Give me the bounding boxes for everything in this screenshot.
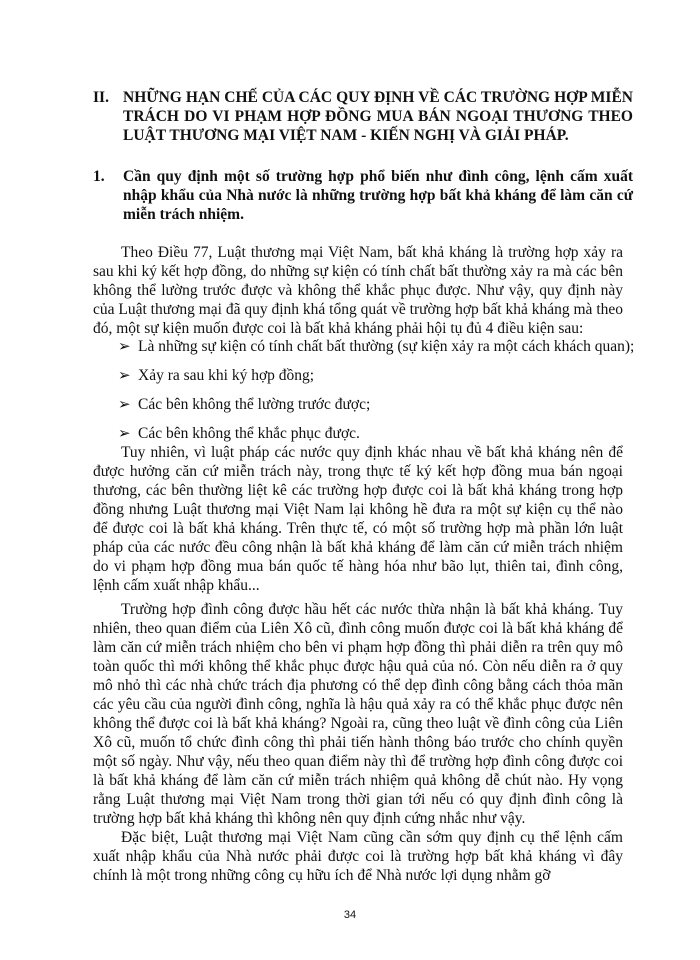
condition-text: Các bên không thể khắc phục được.	[138, 425, 360, 442]
subsection-heading	[93, 167, 633, 227]
arrow-bullet-icon: ➢	[118, 426, 131, 442]
section-number: II.	[93, 89, 109, 106]
arrow-bullet-icon: ➢	[118, 397, 131, 413]
paragraph-2: Tuy nhiên, vì luật pháp các nước quy định khác nhau về bất khả kháng nên để được hưởng căn cứ miễn trách này, trong thực tế ký kết hợp đồng mua bán ngoại thương, các bên thường liệt kê các trường hợp được coi là bất khả kháng trong hợp đồng nhưng Luật thương mại Việt Nam lại không hề đưa ra một sự kiện cụ thể nào để được coi là bất khả kháng. Trên thực tế, có một số trường hợp mà phần lớn luật pháp của các nước đều công nhận là bất khả kháng để làm căn cứ miễn trách nhiệm do vi phạm hợp đồng mua bán quốc tế hàng hóa như bão lụt, thiên tai, đình công, lệnh cấm xuất nhập khẩu...	[93, 444, 623, 594]
paragraph-4: Đặc biệt, Luật thương mại Việt Nam cũng cần sớm quy định cụ thể lệnh cấm xuất nhập khẩu của Nhà nước phải được coi là trường hợp bất khả kháng vì đây chính là một trong những công cụ hữu ích để Nhà nước lợi dụng nhằm gỡ	[93, 829, 623, 884]
condition-item	[118, 366, 638, 386]
condition-item	[118, 424, 638, 444]
section-heading	[93, 88, 633, 168]
subsection-title: Cần quy định một số trường hợp phổ biến như đình công, lệnh cấm xuất nhập khẩu của Nhà nước là những trường hợp bất khả kháng để làm căn cứ miễn trách nhiệm.	[123, 168, 633, 223]
arrow-bullet-icon: ➢	[118, 339, 131, 355]
condition-text: Là những sự kiện có tính chất bất thường (sự kiện xảy ra một cách khách quan);	[138, 338, 635, 355]
condition-item	[118, 395, 638, 415]
condition-text: Các bên không thể lường trước được;	[138, 396, 371, 413]
arrow-bullet-icon: ➢	[118, 368, 131, 384]
condition-text: Xảy ra sau khi ký hợp đồng;	[138, 367, 315, 384]
paragraph-3: Trường hợp đình công được hầu hết các nước thừa nhận là bất khả kháng. Tuy nhiên, theo quan điểm của Liên Xô cũ, đình công muốn được coi là bất khả kháng để làm căn cứ miễn trách nhiệm cho bên vi phạm hợp đồng thì phải diễn ra trên quy mô toàn quốc thì mới không thể khắc phục được hậu quả của nó. Còn nếu diễn ra ở quy mô nhỏ thì các nhà chức trách địa phương có thể dẹp đình công bằng cách thỏa mãn các yêu cầu của người đình công, nghĩa là hậu quả xảy ra có thể khắc phục được nên không thể được coi là bất khả kháng? Ngoài ra, cũng theo luật về đình công của Liên Xô cũ, muốn tổ chức đình công thì phải tiến hành thông báo trước cho chính quyền một số ngày. Như vậy, nếu theo quan điểm này thì để trường hợp đình công được coi là bất khả kháng để làm căn cứ miễn trách nhiệm quả không dễ chút nào. Hy vọng rằng Luật thương mại Việt Nam trong thời gian tới nếu có quy định đình công là trường hợp bất khả kháng thì không nên quy định cứng nhắc như vậy.	[93, 601, 623, 827]
page-number: 34	[343, 909, 357, 921]
subsection-number: 1.	[93, 168, 105, 185]
condition-item	[118, 337, 638, 357]
section-title: NHỮNG HẠN CHẾ CỦA CÁC QUY ĐỊNH VỀ CÁC TRƯỜNG HỢP MIỄN TRÁCH DO VI PHẠM HỢP ĐỒNG MUA BÁN NGOẠI THƯƠNG THEO LUẬT THƯƠNG MẠI VIỆT NAM - KIẾN NGHỊ VÀ GIẢI PHÁP.	[123, 89, 633, 144]
paragraph-1: Theo Điều 77, Luật thương mại Việt Nam, bất khả kháng là trường hợp xảy ra sau khi ký kết hợp đồng, do những sự kiện có tính chất bất thường xảy ra mà các bên không thể lường trước được và không thể khắc phục được. Như vậy, quy định này của Luật thương mại đã quy định khá tổng quát về trường hợp bất khả kháng mà theo đó, một sự kiện muốn được coi là bất khả kháng phải hội tụ đủ 4 điều kiện sau:	[93, 244, 623, 337]
